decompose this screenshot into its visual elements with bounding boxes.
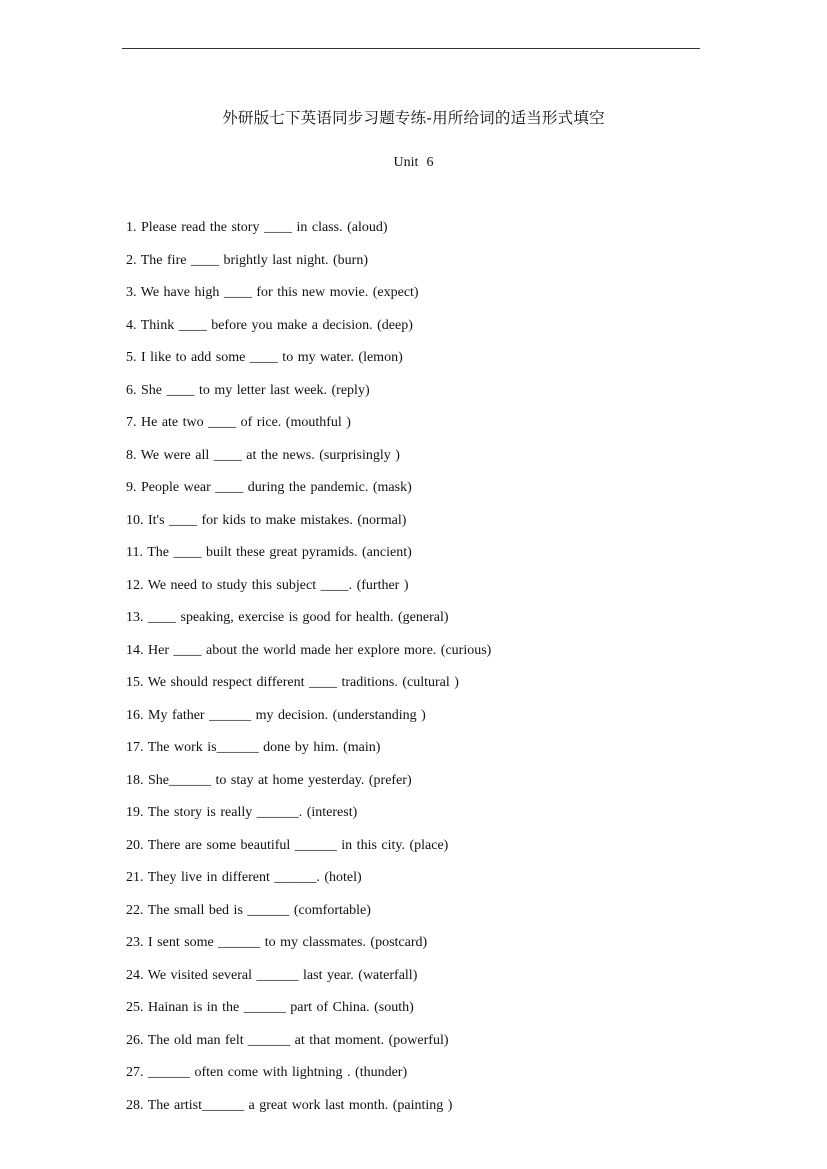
exercise-item-20: 20. There are some beautiful ______ in this city. (place): [126, 837, 449, 853]
exercise-list: [126, 218, 726, 1128]
exercise-item-1: 1. Please read the story ____ in class. (aloud): [126, 220, 388, 235]
unit-number: 6: [426, 155, 434, 170]
exercise-item-16: 16. My father ______ my decision. (understanding ): [126, 707, 426, 723]
exercise-item-13: 13. ____ speaking, exercise is good for health. (general): [126, 610, 449, 625]
exercise-item-25: 25. Hainan is in the ______ part of China. (south): [126, 1000, 414, 1015]
exercise-item-9: 9. People wear ____ during the pandemic. (mask): [126, 480, 412, 495]
exercise-item-3: 3. We have high ____ for this new movie. (expect): [126, 285, 419, 300]
exercise-item-10: 10. It's ____ for kids to make mistakes. (normal): [126, 512, 407, 528]
exercise-item-7: 7. He ate two ____ of rice. (mouthful ): [126, 415, 351, 430]
exercise-item-18: 18. She______ to stay at home yesterday. (prefer): [126, 772, 412, 788]
unit-label: Unit: [393, 155, 419, 170]
exercise-item-19: 19. The story is really ______. (interest): [126, 805, 358, 820]
header-rule: [122, 48, 700, 49]
exercise-item-22: 22. The small bed is ______ (comfortable): [126, 902, 371, 918]
exercise-item-11: 11. The ____ built these great pyramids. (ancient): [126, 545, 412, 560]
exercise-item-5: 5. I like to add some ____ to my water. (lemon): [126, 350, 403, 365]
exercise-item-28: 28. The artist______ a great work last month. (painting ): [126, 1097, 453, 1113]
exercise-item-26: 26. The old man felt ______ at that moment. (powerful): [126, 1032, 449, 1048]
exercise-item-6: 6. She ____ to my letter last week. (reply): [126, 382, 370, 398]
exercise-item-4: 4. Think ____ before you make a decision. (deep): [126, 317, 413, 333]
exercise-item-21: 21. They live in different ______. (hotel): [126, 870, 362, 885]
exercise-item-17: 17. The work is______ done by him. (main): [126, 740, 381, 755]
exercise-item-2: 2. The fire ____ brightly last night. (burn): [126, 252, 368, 268]
exercise-item-14: 14. Her ____ about the world made her explore more. (curious): [126, 642, 492, 658]
exercise-item-8: 8. We were all ____ at the news. (surprisingly ): [126, 447, 400, 463]
exercise-item-24: 24. We visited several ______ last year. (waterfall): [126, 967, 418, 983]
unit-heading: [0, 155, 827, 171]
exercise-item-12: 12. We need to study this subject ____. (further ): [126, 577, 409, 593]
exercise-item-27: 27. ______ often come with lightning . (thunder): [126, 1065, 408, 1080]
exercise-item-15: 15. We should respect different ____ traditions. (cultural ): [126, 675, 459, 690]
page-title: 外研版七下英语同步习题专练-用所给词的适当形式填空: [222, 109, 605, 127]
exercise-item-23: 23. I sent some ______ to my classmates. (postcard): [126, 935, 428, 950]
